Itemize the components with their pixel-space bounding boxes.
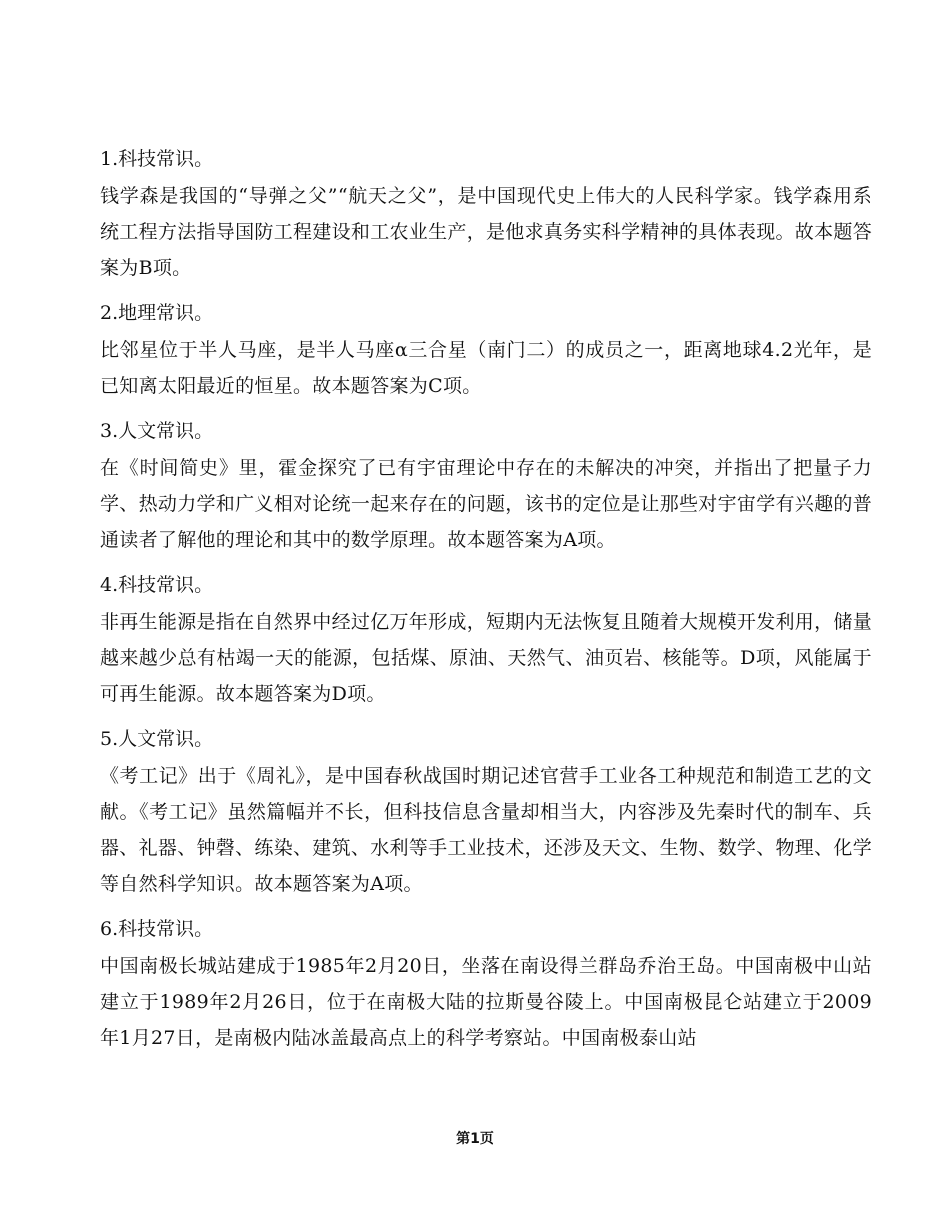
item-text: 比邻星位于半人马座，是半人马座α三合星（南门二）的成员之一，距离地球4.2光年，是已知离太阳最近的恒星。故本题答案为C项。 [100,339,872,397]
page-number: 第1页 [456,1131,494,1147]
answer-explanations [100,140,872,1064]
explanation-item-4 [100,566,872,712]
item-heading: 3.人文常识。 [100,420,214,442]
explanation-item-3 [100,412,872,558]
item-heading: 1.科技常识。 [100,148,214,170]
item-text: 非再生能源是指在自然界中经过亿万年形成，短期内无法恢复且随着大规模开发利用，储量越来越少总有枯竭一天的能源，包括煤、原油、天然气、油页岩、核能等。D项，风能属于可再生能源。故本题答案为D项。 [100,611,873,705]
item-text: 《考工记》出于《周礼》，是中国春秋战国时期记述官营手工业各工种规范和制造工艺的文献。《考工记》虽然篇幅并不长，但科技信息含量却相当大，内容涉及先秦时代的制车、兵器、礼器、钟磬、练染、建筑、水利等手工业技术，还涉及天文、生物、数学、物理、化学等自然科学知识。故本题答案为A项。 [100,765,873,895]
explanation-item-1 [100,140,872,286]
item-heading: 6.科技常识。 [100,918,214,940]
item-heading: 5.人文常识。 [100,728,214,750]
item-text: 中国南极长城站建成于1985年2月20日，坐落在南设得兰群岛乔治王岛。中国南极中山站建立于1989年2月26日，位于在南极大陆的拉斯曼谷陵上。中国南极昆仑站建立于2009年1月27日，是南极内陆冰盖最高点上的科学考察站。中国南极泰山站 [100,955,872,1049]
item-text: 在《时间简史》里，霍金探究了已有宇宙理论中存在的未解决的冲突，并指出了把量子力学、热动力学和广义相对论统一起来存在的问题，该书的定位是让那些对宇宙学有兴趣的普通读者了解他的理论和其中的数学原理。故本题答案为A项。 [100,457,873,551]
explanation-item-5 [100,720,872,902]
item-heading: 2.地理常识。 [100,302,214,324]
explanation-item-6 [100,910,872,1056]
item-heading: 4.科技常识。 [100,574,214,596]
explanation-item-2 [100,294,872,404]
item-text: 钱学森是我国的“导弹之父”“航天之父”，是中国现代史上伟大的人民科学家。钱学森用系统工程方法指导国防工程建设和工农业生产，是他求真务实科学精神的具体表现。故本题答案为B项。 [100,185,873,279]
